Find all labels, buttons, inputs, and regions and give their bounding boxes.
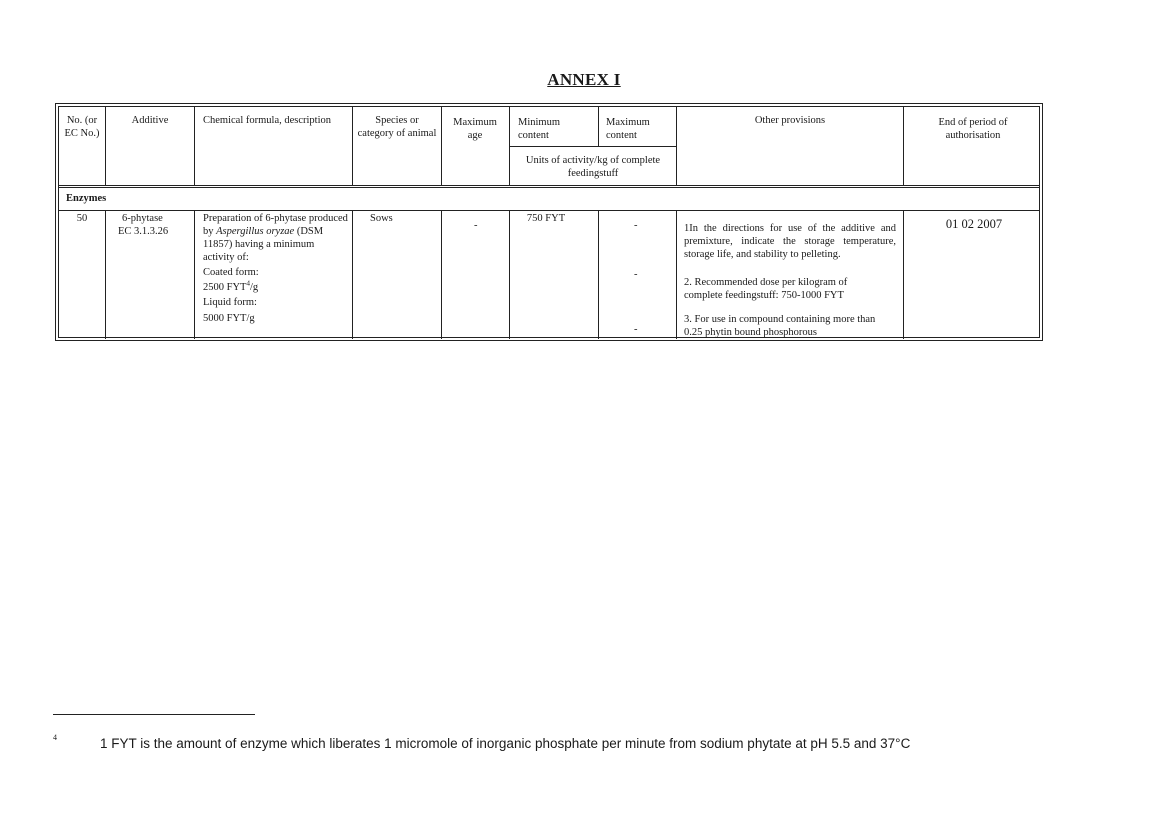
col-divider	[194, 107, 195, 186]
header-no: No. (or EC No.)	[64, 115, 100, 139]
row-formula-description	[203, 212, 348, 264]
row-min-content: 750 FYT	[526, 213, 566, 224]
footnote-text: 1 FYT is the amount of enzyme which liberates 1 micromole of inorganic phosphate per minute from sodium phytate at pH 5.5 and 37°C	[100, 736, 911, 751]
col-divider	[903, 211, 904, 339]
header-divider	[59, 185, 1039, 188]
coated-form-label: Coated form:	[203, 267, 259, 278]
coated-form-value: 2500 FYT$^4$/g	[203, 279, 259, 293]
annex-table	[55, 103, 1043, 341]
col-divider	[441, 211, 442, 339]
col-divider	[441, 107, 442, 186]
footnote-ref: 4	[246, 279, 250, 288]
col-divider	[105, 211, 106, 339]
row-provision-1: 1In the directions for use of the additive and premixture, indicate the storage temperature, storage life, and stability to pelleting.	[684, 223, 896, 260]
row-max-content-3: -	[634, 324, 638, 335]
col-divider	[676, 107, 677, 186]
row-additive	[118, 212, 194, 238]
header-max-age: Maximum age	[453, 117, 497, 141]
formula-organism: Aspergillus oryzae	[216, 226, 295, 237]
header-min-content: Minimum content	[518, 117, 561, 141]
row-max-content-2: -	[634, 269, 638, 280]
row-species: Sows	[370, 213, 393, 224]
liquid-form-value: 5000 FYT/g	[203, 313, 255, 324]
row-max-age: -	[474, 220, 478, 231]
formula-text-post: (DSM 11857) having a minimum activity of:	[203, 226, 324, 263]
row-provision-3: 3. For use in compound containing more than 0.25 phytin bound phosphorous	[684, 314, 876, 338]
col-divider	[509, 211, 510, 339]
footnote-rule	[53, 714, 255, 715]
header-formula: Chemical formula, description	[203, 115, 332, 126]
section-divider	[59, 210, 1039, 211]
row-no: 50	[76, 213, 88, 224]
header-max-content: Maximum content	[606, 117, 650, 141]
page-title: ANNEX I	[547, 70, 621, 89]
row-additive-name: 6-phytase	[122, 213, 163, 224]
col-divider	[903, 107, 904, 186]
footnote-mark: 4	[53, 733, 57, 742]
row-max-content-1: -	[634, 220, 638, 231]
row-formula	[203, 212, 348, 325]
header-other-provisions: Other provisions	[754, 115, 826, 126]
col-divider	[676, 211, 677, 339]
col-divider	[598, 107, 599, 146]
units-divider	[509, 146, 676, 147]
row-provision-2: 2. Recommended dose per kilogram of complete feedingstuff: 750-1000 FYT	[684, 277, 848, 301]
liquid-form-label: Liquid form:	[203, 297, 257, 308]
header-additive: Additive	[131, 115, 169, 126]
section-enzymes: Enzymes	[66, 193, 107, 204]
col-divider	[598, 211, 599, 339]
col-divider	[194, 211, 195, 339]
col-divider	[352, 211, 353, 339]
header-end-of-period: End of period of authorisation	[938, 117, 1008, 141]
formula-text-pre: Preparation of 6-phytase produced by	[203, 213, 348, 237]
header-species: Species or category of animal	[357, 115, 437, 139]
row-end-of-period: 01 02 2007	[945, 217, 1003, 231]
row-additive-ec: EC 3.1.3.26	[118, 226, 169, 237]
header-units: Units of activity/kg of complete feedingstuff	[525, 155, 661, 179]
